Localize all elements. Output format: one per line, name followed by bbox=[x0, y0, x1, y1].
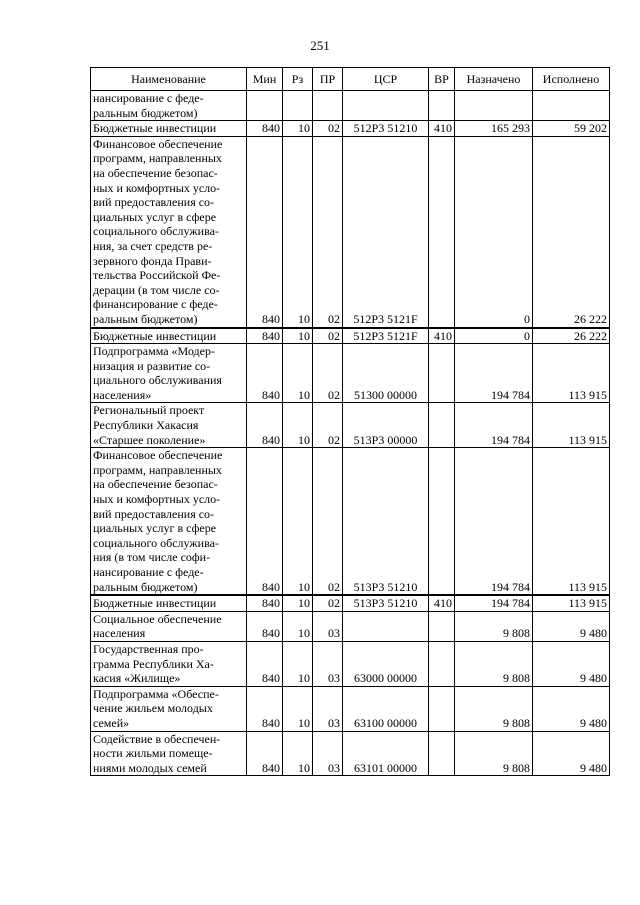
cell-name: Подпрограмма «Обеспе- чение жильем молодых семей» bbox=[91, 686, 247, 731]
cell-csr: 513P3 51210 bbox=[343, 448, 429, 595]
cell-rz: 10 bbox=[283, 121, 313, 137]
cell-vr bbox=[429, 136, 455, 327]
cell-csr: 513P3 51210 bbox=[343, 595, 429, 611]
cell-executed: 9 480 bbox=[533, 686, 610, 731]
cell-min: 840 bbox=[247, 136, 283, 327]
cell-executed: 113 915 bbox=[533, 448, 610, 595]
page-number: 251 bbox=[310, 38, 330, 53]
column-header-pr: ПР bbox=[313, 68, 343, 91]
cell-csr bbox=[343, 611, 429, 641]
cell-vr bbox=[429, 731, 455, 776]
cell-name: Социальное обеспечение населения bbox=[91, 611, 247, 641]
table-row bbox=[91, 136, 610, 327]
cell-csr: 512P3 5121F bbox=[343, 328, 429, 344]
column-header-vr: ВР bbox=[429, 68, 455, 91]
cell-min: 840 bbox=[247, 448, 283, 595]
column-header-name: Наименование bbox=[91, 68, 247, 91]
cell-rz: 10 bbox=[283, 641, 313, 686]
cell-csr: 512P3 5121F bbox=[343, 136, 429, 327]
cell-rz: 10 bbox=[283, 686, 313, 731]
cell-name: Бюджетные инвестиции bbox=[91, 328, 247, 344]
table-row bbox=[91, 121, 610, 137]
cell-csr: 63000 00000 bbox=[343, 641, 429, 686]
cell-pr: 02 bbox=[313, 448, 343, 595]
cell-assigned: 9 808 bbox=[455, 611, 533, 641]
cell-executed: 9 480 bbox=[533, 731, 610, 776]
cell-pr: 03 bbox=[313, 641, 343, 686]
cell-name: Бюджетные инвестиции bbox=[91, 121, 247, 137]
cell-assigned: 9 808 bbox=[455, 731, 533, 776]
cell-name: Подпрограмма «Модер- низация и развитие со- циального обслуживания населения» bbox=[91, 344, 247, 403]
cell-name: Финансовое обеспечение программ, направленных на обеспечение безопас- ных и комфортных усло- вий предоставления со- циальных услуг в сфере социального обслужива- ния (в том числе софи- нансирование с феде- ральным бюджетом) bbox=[91, 448, 247, 595]
cell-min bbox=[247, 91, 283, 121]
cell-rz: 10 bbox=[283, 611, 313, 641]
cell-vr bbox=[429, 448, 455, 595]
cell-csr: 51300 00000 bbox=[343, 344, 429, 403]
cell-rz: 10 bbox=[283, 344, 313, 403]
cell-executed: 9 480 bbox=[533, 641, 610, 686]
cell-min: 840 bbox=[247, 595, 283, 611]
table-header-row bbox=[91, 68, 610, 91]
column-header-executed: Исполнено bbox=[533, 68, 610, 91]
table-row bbox=[91, 641, 610, 686]
cell-pr: 02 bbox=[313, 403, 343, 448]
table-row bbox=[91, 328, 610, 344]
cell-assigned: 194 784 bbox=[455, 403, 533, 448]
cell-pr: 03 bbox=[313, 731, 343, 776]
cell-assigned: 194 784 bbox=[455, 344, 533, 403]
cell-vr bbox=[429, 403, 455, 448]
cell-rz: 10 bbox=[283, 403, 313, 448]
cell-csr: 513P3 00000 bbox=[343, 403, 429, 448]
table-row bbox=[91, 344, 610, 403]
cell-vr bbox=[429, 611, 455, 641]
cell-executed: 59 202 bbox=[533, 121, 610, 137]
cell-pr: 02 bbox=[313, 595, 343, 611]
cell-assigned: 194 784 bbox=[455, 595, 533, 611]
cell-rz: 10 bbox=[283, 595, 313, 611]
table-row bbox=[91, 91, 610, 121]
cell-name: Бюджетные инвестиции bbox=[91, 595, 247, 611]
cell-pr: 02 bbox=[313, 136, 343, 327]
cell-min: 840 bbox=[247, 403, 283, 448]
cell-vr: 410 bbox=[429, 328, 455, 344]
table-row bbox=[91, 611, 610, 641]
column-header-min: Мин bbox=[247, 68, 283, 91]
cell-vr: 410 bbox=[429, 595, 455, 611]
cell-executed: 113 915 bbox=[533, 595, 610, 611]
cell-name: Государственная про- грамма Республики Ха- касия «Жилище» bbox=[91, 641, 247, 686]
table-row bbox=[91, 686, 610, 731]
cell-assigned: 0 bbox=[455, 328, 533, 344]
cell-min: 840 bbox=[247, 611, 283, 641]
cell-rz: 10 bbox=[283, 731, 313, 776]
cell-assigned bbox=[455, 91, 533, 121]
cell-vr bbox=[429, 686, 455, 731]
cell-csr: 63101 00000 bbox=[343, 731, 429, 776]
cell-min: 840 bbox=[247, 731, 283, 776]
cell-min: 840 bbox=[247, 686, 283, 731]
cell-min: 840 bbox=[247, 344, 283, 403]
cell-assigned: 194 784 bbox=[455, 448, 533, 595]
cell-pr: 02 bbox=[313, 328, 343, 344]
column-header-assigned: Назначено bbox=[455, 68, 533, 91]
cell-rz: 10 bbox=[283, 328, 313, 344]
cell-executed bbox=[533, 91, 610, 121]
table-row bbox=[91, 448, 610, 595]
cell-min: 840 bbox=[247, 641, 283, 686]
column-header-rz: Рз bbox=[283, 68, 313, 91]
cell-pr: 03 bbox=[313, 686, 343, 731]
cell-executed: 113 915 bbox=[533, 403, 610, 448]
cell-min: 840 bbox=[247, 121, 283, 137]
cell-vr bbox=[429, 641, 455, 686]
cell-pr: 02 bbox=[313, 121, 343, 137]
cell-vr bbox=[429, 344, 455, 403]
table-row bbox=[91, 595, 610, 611]
cell-name: Содействие в обеспечен- ности жильми помеще- ниями молодых семей bbox=[91, 731, 247, 776]
cell-assigned: 0 bbox=[455, 136, 533, 327]
cell-name: нансирование с феде- ральным бюджетом) bbox=[91, 91, 247, 121]
table-row bbox=[91, 731, 610, 776]
cell-vr bbox=[429, 91, 455, 121]
cell-name: Региональный проект Республики Хакасия «Старшее поколение» bbox=[91, 403, 247, 448]
cell-assigned: 9 808 bbox=[455, 641, 533, 686]
cell-csr: 512P3 51210 bbox=[343, 121, 429, 137]
table-body bbox=[91, 91, 610, 776]
cell-pr bbox=[313, 91, 343, 121]
budget-table bbox=[90, 67, 610, 776]
cell-executed: 26 222 bbox=[533, 136, 610, 327]
cell-rz: 10 bbox=[283, 136, 313, 327]
cell-pr: 03 bbox=[313, 611, 343, 641]
column-header-csr: ЦСР bbox=[343, 68, 429, 91]
cell-name: Финансовое обеспечение программ, направленных на обеспечение безопас- ных и комфортных усло- вий предоставления со- циальных услуг в сфере социального обслужива- ния, за счет средств ре- зервного фонда Прави- тельства Российской Фе- дерации (в том числе со- финансирование с федe- ральным бюджетом) bbox=[91, 136, 247, 327]
table-row bbox=[91, 403, 610, 448]
cell-csr: 63100 00000 bbox=[343, 686, 429, 731]
cell-executed: 113 915 bbox=[533, 344, 610, 403]
cell-assigned: 9 808 bbox=[455, 686, 533, 731]
cell-executed: 26 222 bbox=[533, 328, 610, 344]
cell-vr: 410 bbox=[429, 121, 455, 137]
cell-csr bbox=[343, 91, 429, 121]
cell-assigned: 165 293 bbox=[455, 121, 533, 137]
cell-pr: 02 bbox=[313, 344, 343, 403]
cell-rz bbox=[283, 91, 313, 121]
cell-rz: 10 bbox=[283, 448, 313, 595]
cell-min: 840 bbox=[247, 328, 283, 344]
cell-executed: 9 480 bbox=[533, 611, 610, 641]
